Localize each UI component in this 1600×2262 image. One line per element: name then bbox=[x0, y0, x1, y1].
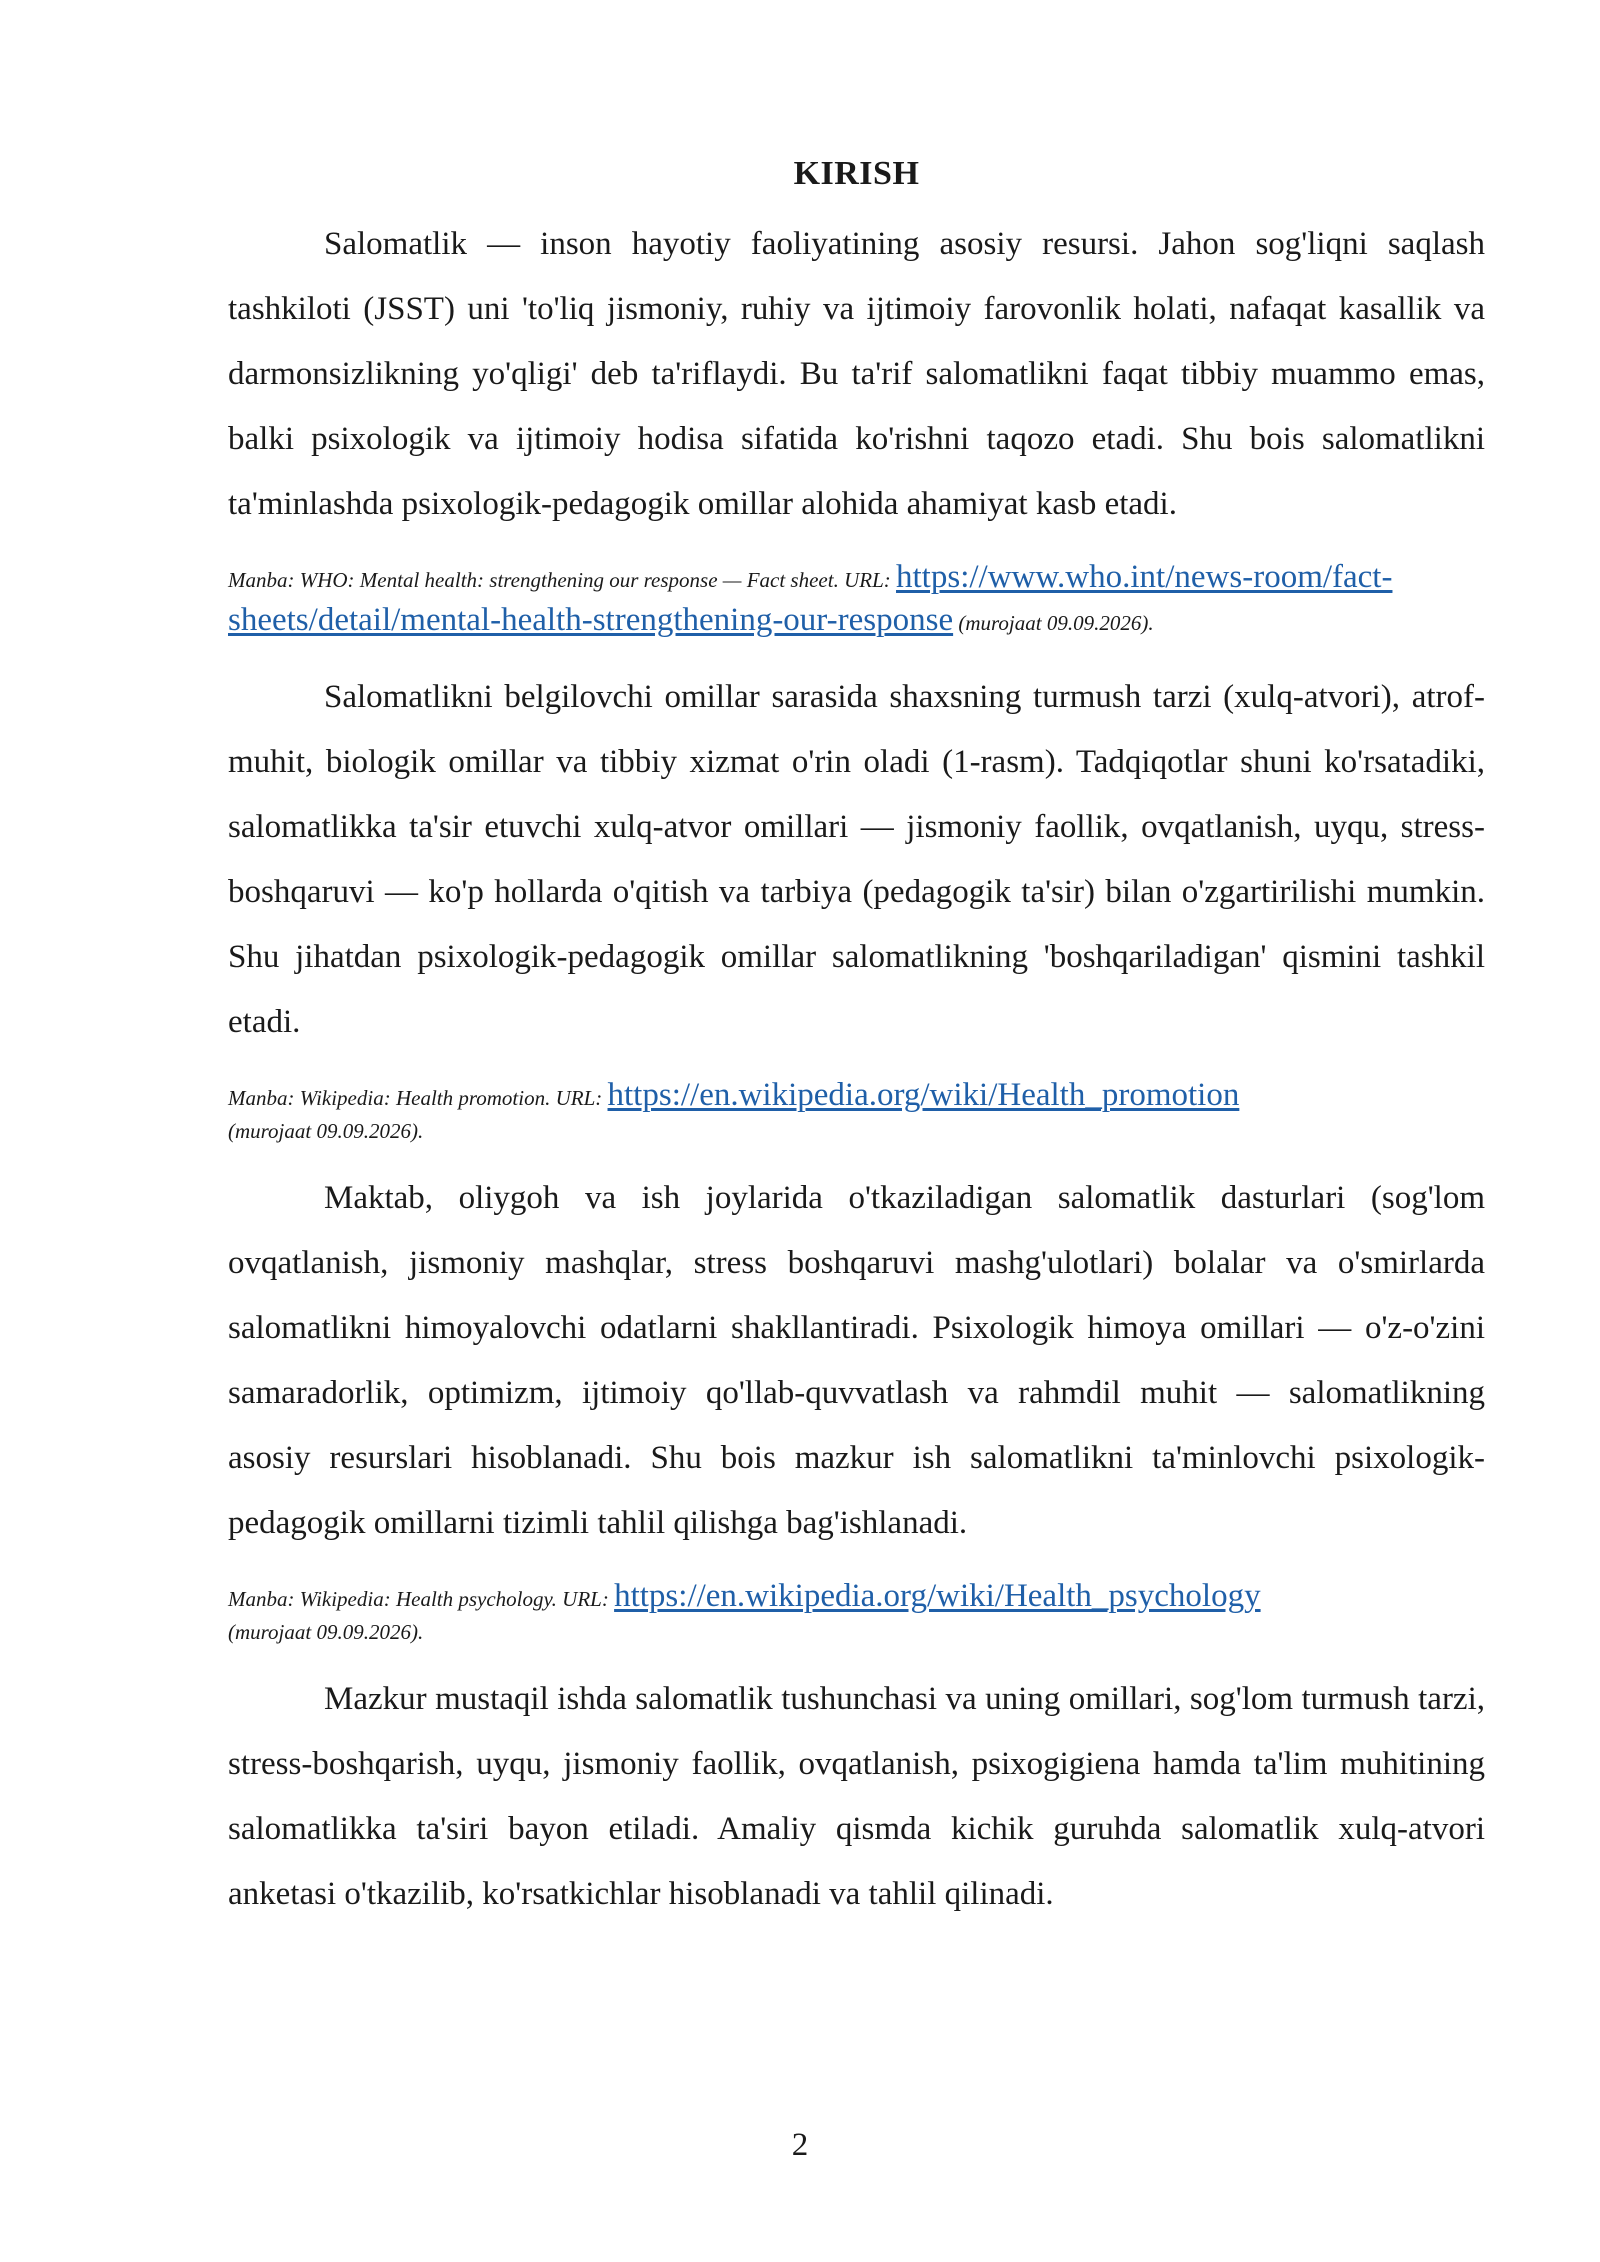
source-prefix: Manba: WHO: Mental health: strengthening our response — Fact sheet. URL: bbox=[228, 568, 897, 592]
source-link[interactable]: https://en.wikipedia.org/wiki/Health_promotion bbox=[607, 1077, 1240, 1113]
section-title: KIRISH bbox=[793, 155, 920, 192]
source-note-3 bbox=[228, 1576, 1485, 1645]
paragraph-2: Salomatlikni belgilovchi omillar sarasida shaxsning turmush tarzi (xulq-atvori), atrof-muhit, biologik omillar va tibbiy xizmat o'rin oladi (1-rasm). Tadqiqotlar shuni ko'rsatadiki, salomatlikka ta'sir etuvchi xulq-atvor omillari — jismoniy faollik, ovqatlanish, uyqu, stress-boshqaruvi — ko'p hollarda o'qitish va tarbiya (pedagogik ta'sir) bilan o'zgartirilishi mumkin. Shu jihatdan psixologik-pedagogik omillar salomatlikning 'boshqariladigan' qismini tashkil etadi. bbox=[228, 679, 1485, 1040]
source-link[interactable]: https://www.who.int/news-room/fact-sheets/detail/mental-health-strengthening-our-response bbox=[228, 559, 1393, 638]
source-prefix: Manba: Wikipedia: Health promotion. URL: bbox=[228, 1086, 608, 1110]
source-link[interactable]: https://en.wikipedia.org/wiki/Health_psychology bbox=[614, 1578, 1261, 1614]
source-prefix: Manba: Wikipedia: Health psychology. URL: bbox=[228, 1587, 615, 1611]
page-number: 2 bbox=[791, 2127, 809, 2163]
paragraph-4: Mazkur mustaqil ishda salomatlik tushunchasi va uning omillari, sog'lom turmush tarzi, stress-boshqarish, uyqu, jismoniy faollik, ovqatlanish, psixogigiena hamda ta'lim muhitining salomatlikka ta'siri bayon etiladi. Amaliy qismda kichik guruhda salomatlik xulq-atvori anketasi o'tkazilib, ko'rsatkichlar hisoblanadi va tahlil qilinadi. bbox=[228, 1681, 1485, 1912]
source-suffix: (murojaat 09.09.2026). bbox=[953, 611, 1154, 635]
paragraph-3: Maktab, oliygoh va ish joylarida o'tkaziladigan salomatlik dasturlari (sog'lom ovqatlanish, jismoniy mashqlar, stress boshqaruvi mashg'ulotlari) bolalar va o'smirlarda salomatlikni himoyalovchi odatlarni shakllantiradi. Psixologik himoya omillari — o'z-o'zini samaradorlik, optimizm, ijtimoiy qo'llab-quvvatlash va rahmdil muhit — salomatlikning asosiy resurslari hisoblanadi. Shu bois mazkur ish salomatlikni ta'minlovchi psixologik-pedagogik omillarni tizimli tahlil qilishga bag'ishlanadi. bbox=[228, 1180, 1485, 1541]
source-note-1 bbox=[228, 557, 1485, 643]
source-suffix: (murojaat 09.09.2026). bbox=[228, 1620, 424, 1644]
paragraph-1: Salomatlik — inson hayotiy faoliyatining asosiy resursi. Jahon sog'liqni saqlash tashkiloti (JSST) uni 'to'liq jismoniy, ruhiy va ijtimoiy farovonlik holati, nafaqat kasallik va darmonsizlikning yo'qligi' deb ta'riflaydi. Bu ta'rif salomatlikni faqat tibbiy muammo emas, balki psixologik va ijtimoiy hodisa sifatida ko'rishni taqozo etadi. Shu bois salomatlikni ta'minlashda psixologik-pedagogik omillar alohida ahamiyat kasb etadi. bbox=[228, 226, 1485, 522]
page-content bbox=[228, 150, 1485, 1927]
source-suffix: (murojaat 09.09.2026). bbox=[228, 1119, 424, 1143]
source-note-2 bbox=[228, 1075, 1485, 1144]
